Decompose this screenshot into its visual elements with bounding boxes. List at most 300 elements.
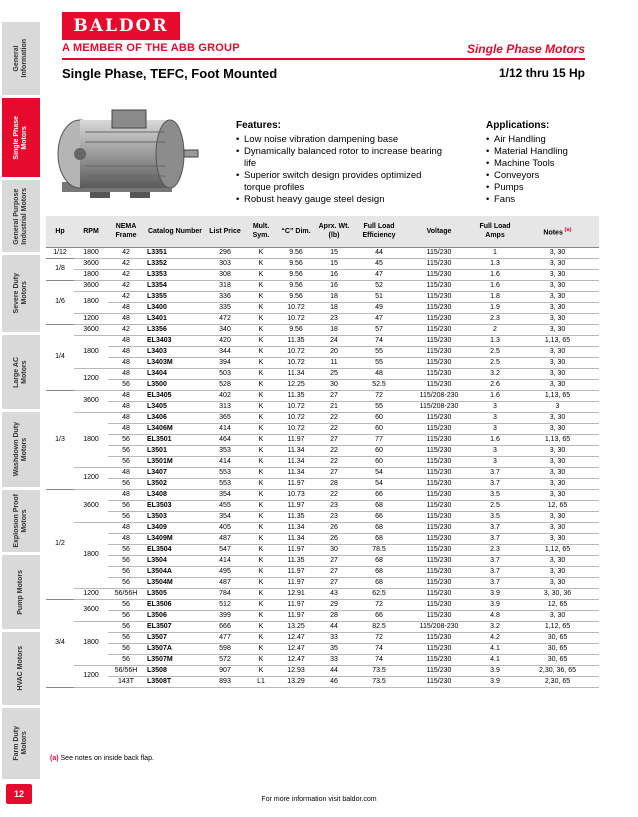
table-cell: 353 [206, 445, 244, 456]
table-header-row [46, 216, 599, 247]
table-cell: 56 [108, 577, 144, 588]
table-cell: L3401 [144, 313, 206, 324]
feature-item: • Robust heavy gauge steel design [236, 194, 446, 206]
sidebar-tab-single-phase-motors[interactable] [2, 98, 40, 178]
table-cell: EL3506 [144, 599, 206, 610]
table-cell: 115/208-230 [404, 401, 474, 412]
table-cell: 143T [108, 676, 144, 687]
table-cell: 30 [314, 379, 354, 390]
table-cell: 48 [108, 313, 144, 324]
series-title: Single Phase Motors [466, 42, 585, 56]
table-cell: 24 [314, 335, 354, 346]
table-row [46, 643, 599, 654]
table-cell: 3.9 [474, 665, 516, 676]
table-cell: 3.7 [474, 467, 516, 478]
table-cell: 115/230 [404, 302, 474, 313]
table-cell: 11.35 [278, 335, 314, 346]
table-cell: 4.1 [474, 643, 516, 654]
sidebar-tab-label: Farm Duty Motors [13, 726, 28, 761]
table-cell: 1,12, 65 [516, 621, 599, 632]
table-cell: 115/230 [404, 500, 474, 511]
table-cell: 48 [108, 467, 144, 478]
table-row [46, 368, 599, 379]
table-cell: 3, 30 [516, 610, 599, 621]
table-cell: 3, 30 [516, 456, 599, 467]
table-cell: 3, 30 [516, 555, 599, 566]
table-cell: 115/230 [404, 324, 474, 335]
table-cell: 115/230 [404, 544, 474, 555]
table-cell: 115/230 [404, 357, 474, 368]
table-cell: 115/230 [404, 434, 474, 445]
table-cell: K [244, 313, 278, 324]
table-cell: L3353 [144, 269, 206, 280]
table-cell: 1.3 [474, 335, 516, 346]
table-cell: 60 [354, 456, 404, 467]
table-cell: 11.34 [278, 533, 314, 544]
table-cell: 82.5 [354, 621, 404, 632]
table-cell: 48 [354, 368, 404, 379]
table-cell: L3405 [144, 401, 206, 412]
table-cell: 56 [108, 643, 144, 654]
table-cell: 487 [206, 533, 244, 544]
table-cell: 10.73 [278, 489, 314, 500]
table-cell: 42 [108, 291, 144, 302]
table-cell: 303 [206, 258, 244, 269]
table-cell: 3/4 [46, 599, 74, 687]
table-cell: 56 [108, 434, 144, 445]
table-cell: 56/56H [108, 588, 144, 599]
column-header: RPM [74, 216, 108, 247]
table-cell: 11.97 [278, 434, 314, 445]
table-row [46, 588, 599, 599]
table-cell: 26 [314, 533, 354, 544]
table-cell: 115/230 [404, 478, 474, 489]
table-cell: 1.6 [474, 280, 516, 291]
applications-list [486, 134, 596, 206]
application-item: • Pumps [486, 182, 596, 194]
table-cell: 308 [206, 269, 244, 280]
table-cell: 28 [314, 478, 354, 489]
table-cell: 56 [108, 621, 144, 632]
table-cell: 115/230 [404, 313, 474, 324]
table-cell: 318 [206, 280, 244, 291]
table-cell: 68 [354, 577, 404, 588]
table-cell: 3, 30 [516, 577, 599, 588]
table-row [46, 313, 599, 324]
baldor-logo [62, 12, 180, 40]
table-cell: K [244, 335, 278, 346]
table-cell: 3600 [74, 489, 108, 522]
table-cell: 4.8 [474, 610, 516, 621]
table-cell: EL3403 [144, 335, 206, 346]
table-cell: 3, 30 [516, 412, 599, 423]
table-cell: 11.34 [278, 522, 314, 533]
table-cell: L3501M [144, 456, 206, 467]
table-cell: 464 [206, 434, 244, 445]
table-cell: 115/230 [404, 632, 474, 643]
table-cell: 42 [108, 258, 144, 269]
table-cell: 12.47 [278, 632, 314, 643]
table-cell: 1800 [74, 269, 108, 280]
table-cell: L3354 [144, 280, 206, 291]
table-cell: 10.72 [278, 346, 314, 357]
table-cell: L3407 [144, 467, 206, 478]
table-cell: 27 [314, 555, 354, 566]
table-cell: 55 [354, 357, 404, 368]
table-cell: 1200 [74, 467, 108, 489]
table-cell: 27 [314, 577, 354, 588]
table-cell: 49 [354, 302, 404, 313]
table-cell: 48 [108, 357, 144, 368]
table-cell: 16 [314, 280, 354, 291]
table-cell: 22 [314, 445, 354, 456]
feature-item: • Superior switch design provides optimized torque profiles [236, 170, 446, 194]
table-row [46, 555, 599, 566]
sidebar-tab-explosion-proof-motors[interactable] [2, 490, 40, 553]
table-cell: 2 [474, 324, 516, 335]
table-cell: 45 [354, 258, 404, 269]
table-cell: K [244, 423, 278, 434]
table-cell: 3, 30 [516, 280, 599, 291]
table-cell: 22 [314, 412, 354, 423]
table-cell: L3403M [144, 357, 206, 368]
table-cell: 3.5 [474, 511, 516, 522]
table-cell: L3507M [144, 654, 206, 665]
table-cell: K [244, 390, 278, 401]
table-cell: 528 [206, 379, 244, 390]
table-cell: 55 [354, 346, 404, 357]
table-cell: 3 [474, 401, 516, 412]
footnote-mark: (a) [50, 755, 59, 762]
table-cell: 10.72 [278, 357, 314, 368]
table-cell: 115/230 [404, 445, 474, 456]
sidebar-tab-large-ac-motors[interactable] [2, 335, 40, 410]
table-cell: 11.97 [278, 500, 314, 511]
table-cell: 11.35 [278, 555, 314, 566]
table-cell: 3 [474, 412, 516, 423]
table-cell: L3501 [144, 445, 206, 456]
table-cell: 1/2 [46, 489, 74, 599]
table-cell: 12.93 [278, 665, 314, 676]
table-cell: 115/230 [404, 269, 474, 280]
table-cell: 3, 30 [516, 357, 599, 368]
table-row [46, 291, 599, 302]
table-cell: K [244, 599, 278, 610]
table-cell: K [244, 467, 278, 478]
table-cell: L3406M [144, 423, 206, 434]
table-cell: 3, 30 [516, 467, 599, 478]
table-cell: 2.5 [474, 346, 516, 357]
table-cell: 3600 [74, 280, 108, 291]
table-cell: 3, 30 [516, 346, 599, 357]
table-cell: 11.97 [278, 599, 314, 610]
table-cell: 354 [206, 511, 244, 522]
table-cell: 10.72 [278, 313, 314, 324]
table-cell: 68 [354, 500, 404, 511]
table-cell: 3.7 [474, 577, 516, 588]
footer-text: For more information visit baldor.com [261, 796, 377, 803]
table-cell: 115/208-230 [404, 390, 474, 401]
table-row [46, 621, 599, 632]
header-rule [62, 58, 585, 60]
table-cell: 495 [206, 566, 244, 577]
table-cell: EL3504 [144, 544, 206, 555]
table-row [46, 379, 599, 390]
table-row [46, 357, 599, 368]
table-cell: 3, 30 [516, 313, 599, 324]
sidebar-tab-general-information[interactable] [2, 22, 40, 96]
table-cell: 420 [206, 335, 244, 346]
table-cell: 553 [206, 478, 244, 489]
table-cell: 30, 65 [516, 643, 599, 654]
table-cell: 3, 30 [516, 368, 599, 379]
table-cell: 42 [108, 247, 144, 258]
table-cell: 115/230 [404, 566, 474, 577]
table-cell: K [244, 544, 278, 555]
column-header: Aprx. Wt. (lb) [314, 216, 354, 247]
table-cell: 666 [206, 621, 244, 632]
sidebar-nav [0, 0, 44, 817]
table-cell: 115/230 [404, 467, 474, 478]
column-header: Full Load Efficiency [354, 216, 404, 247]
table-cell: 11.97 [278, 610, 314, 621]
table-row [46, 346, 599, 357]
sidebar-tab-label: Single Phase Motors [13, 115, 28, 160]
table-row [46, 335, 599, 346]
sidebar-tab-severe-duty-motors[interactable] [2, 255, 40, 333]
table-cell: L3506 [144, 610, 206, 621]
sidebar-tab-pump-motors[interactable] [2, 555, 40, 630]
table-cell: 72 [354, 390, 404, 401]
table-cell: 3.2 [474, 368, 516, 379]
table-cell: 72 [354, 632, 404, 643]
table-row [46, 533, 599, 544]
table-cell: 3 [474, 445, 516, 456]
table-cell: 3600 [74, 599, 108, 621]
table-cell: 16 [314, 269, 354, 280]
notes-mark: (a) [562, 226, 572, 233]
table-cell: 2,30, 36, 65 [516, 665, 599, 676]
table-cell: 68 [354, 522, 404, 533]
table-row [46, 632, 599, 643]
table-cell: 1800 [74, 247, 108, 258]
table-cell: 115/230 [404, 654, 474, 665]
application-item: • Fans [486, 194, 596, 206]
table-cell: 3, 30 [516, 379, 599, 390]
page-number: 12 [6, 784, 32, 804]
table-cell: 115/230 [404, 511, 474, 522]
table-cell: 56 [108, 632, 144, 643]
table-cell: 1,13, 65 [516, 335, 599, 346]
table-cell: 3.7 [474, 566, 516, 577]
table-cell: 115/230 [404, 412, 474, 423]
table-cell: 3, 30, 36 [516, 588, 599, 599]
table-cell: 25 [314, 368, 354, 379]
table-cell: 60 [354, 445, 404, 456]
table-cell: L3408 [144, 489, 206, 500]
table-cell: K [244, 368, 278, 379]
table-cell: 44 [354, 247, 404, 258]
table-cell: 365 [206, 412, 244, 423]
table-cell: 3, 30 [516, 489, 599, 500]
table-cell: 28 [314, 610, 354, 621]
table-cell: 11.35 [278, 511, 314, 522]
column-header: NEMA Frame [108, 216, 144, 247]
table-row [46, 654, 599, 665]
table-cell: 3, 30 [516, 247, 599, 258]
table-row [46, 610, 599, 621]
table-cell: 3, 30 [516, 522, 599, 533]
table-cell: K [244, 478, 278, 489]
table-cell: 33 [314, 654, 354, 665]
table-cell: 27 [314, 390, 354, 401]
sidebar-tab-label: Large AC Motors [13, 356, 28, 388]
table-cell: K [244, 258, 278, 269]
table-row [46, 401, 599, 412]
table-cell: 77 [354, 434, 404, 445]
table-cell: 4.2 [474, 632, 516, 643]
table-cell: 48 [108, 302, 144, 313]
table-cell: K [244, 302, 278, 313]
table-cell: 296 [206, 247, 244, 258]
table-row [46, 269, 599, 280]
table-cell: 10.72 [278, 412, 314, 423]
table-cell: 1.9 [474, 302, 516, 313]
table-cell: 3600 [74, 324, 108, 335]
table-cell: 115/230 [404, 258, 474, 269]
sidebar-tab-washdown-duty-motors[interactable] [2, 412, 40, 488]
table-cell: 414 [206, 555, 244, 566]
sidebar-tab-hvac-motors[interactable] [2, 632, 40, 706]
table-cell: 56/56H [108, 665, 144, 676]
table-cell: 15 [314, 258, 354, 269]
table-cell: 42 [108, 269, 144, 280]
table-cell: 46 [314, 676, 354, 687]
table-row [46, 456, 599, 467]
sidebar-tab-label: General Information [13, 39, 28, 78]
table-cell: 399 [206, 610, 244, 621]
table-cell: 3, 30 [516, 478, 599, 489]
table-cell: 115/230 [404, 335, 474, 346]
table-cell: 1200 [74, 588, 108, 599]
table-cell: 56 [108, 599, 144, 610]
table-cell: 2.3 [474, 313, 516, 324]
table-cell: 74 [354, 654, 404, 665]
table-cell: 3 [516, 401, 599, 412]
table-cell: 9.56 [278, 247, 314, 258]
table-cell: 47 [354, 269, 404, 280]
table-cell: 57 [354, 324, 404, 335]
table-cell: 547 [206, 544, 244, 555]
table-cell: 66 [354, 610, 404, 621]
table-cell: 115/230 [404, 291, 474, 302]
table-cell: K [244, 379, 278, 390]
table-cell: 115/230 [404, 280, 474, 291]
table-cell: 1,12, 65 [516, 544, 599, 555]
table-cell: 3, 30 [516, 291, 599, 302]
table-cell: 336 [206, 291, 244, 302]
table-cell: 47 [354, 313, 404, 324]
application-item: • Conveyors [486, 170, 596, 182]
table-cell: K [244, 522, 278, 533]
table-cell: 3, 30 [516, 511, 599, 522]
table-cell: 26 [314, 522, 354, 533]
table-cell: 48 [108, 522, 144, 533]
table-cell: 30, 65 [516, 654, 599, 665]
table-cell: 11.97 [278, 544, 314, 555]
table-cell: 455 [206, 500, 244, 511]
table-cell: 62.5 [354, 588, 404, 599]
table-cell: 115/230 [404, 599, 474, 610]
table-cell: 51 [354, 291, 404, 302]
table-cell: 115/230 [404, 368, 474, 379]
table-cell: 56 [108, 379, 144, 390]
table-cell: 1200 [74, 313, 108, 324]
table-cell: 3 [474, 456, 516, 467]
features-heading: Features: [236, 120, 282, 131]
table-cell: EL3501 [144, 434, 206, 445]
table-cell: 1.6 [474, 269, 516, 280]
sidebar-tab-general-purpose-industrial-motors[interactable] [2, 180, 40, 253]
table-cell: 487 [206, 577, 244, 588]
table-row [46, 665, 599, 676]
table-row [46, 423, 599, 434]
table-cell: 1.6 [474, 434, 516, 445]
table-cell: 1/3 [46, 390, 74, 489]
table-row [46, 258, 599, 269]
table-cell: 11.34 [278, 368, 314, 379]
table-cell: 48 [108, 423, 144, 434]
table-cell: 66 [354, 489, 404, 500]
table-cell: 3, 30 [516, 423, 599, 434]
spec-table [46, 216, 599, 688]
table-cell: 2.5 [474, 500, 516, 511]
table-cell: L3507 [144, 632, 206, 643]
table-cell: K [244, 621, 278, 632]
table-cell: K [244, 412, 278, 423]
column-header: List Price [206, 216, 244, 247]
table-row [46, 302, 599, 313]
table-cell: 1800 [74, 335, 108, 368]
table-cell: 23 [314, 500, 354, 511]
table-cell: 472 [206, 313, 244, 324]
sidebar-tab-farm-duty-motors[interactable] [2, 708, 40, 780]
table-cell: 2.5 [474, 357, 516, 368]
abb-tagline: A MEMBER OF THE ABB GROUP [62, 42, 240, 54]
table-cell: K [244, 401, 278, 412]
table-cell: 1200 [74, 665, 108, 687]
table-cell: 115/230 [404, 489, 474, 500]
table-cell: 48 [108, 412, 144, 423]
table-row [46, 500, 599, 511]
table-cell: 3, 30 [516, 258, 599, 269]
table-cell: 414 [206, 423, 244, 434]
table-cell: 54 [354, 478, 404, 489]
table-cell: K [244, 555, 278, 566]
motor-image [50, 104, 200, 212]
table-row [46, 390, 599, 401]
table-cell: 115/230 [404, 577, 474, 588]
table-row [46, 478, 599, 489]
table-cell: L3505 [144, 588, 206, 599]
table-cell: 1,13, 65 [516, 434, 599, 445]
table-cell: 33 [314, 632, 354, 643]
table-cell: 3, 30 [516, 324, 599, 335]
table-cell: 12, 65 [516, 500, 599, 511]
table-cell: 42 [108, 324, 144, 335]
table-cell: 893 [206, 676, 244, 687]
table-cell: K [244, 346, 278, 357]
